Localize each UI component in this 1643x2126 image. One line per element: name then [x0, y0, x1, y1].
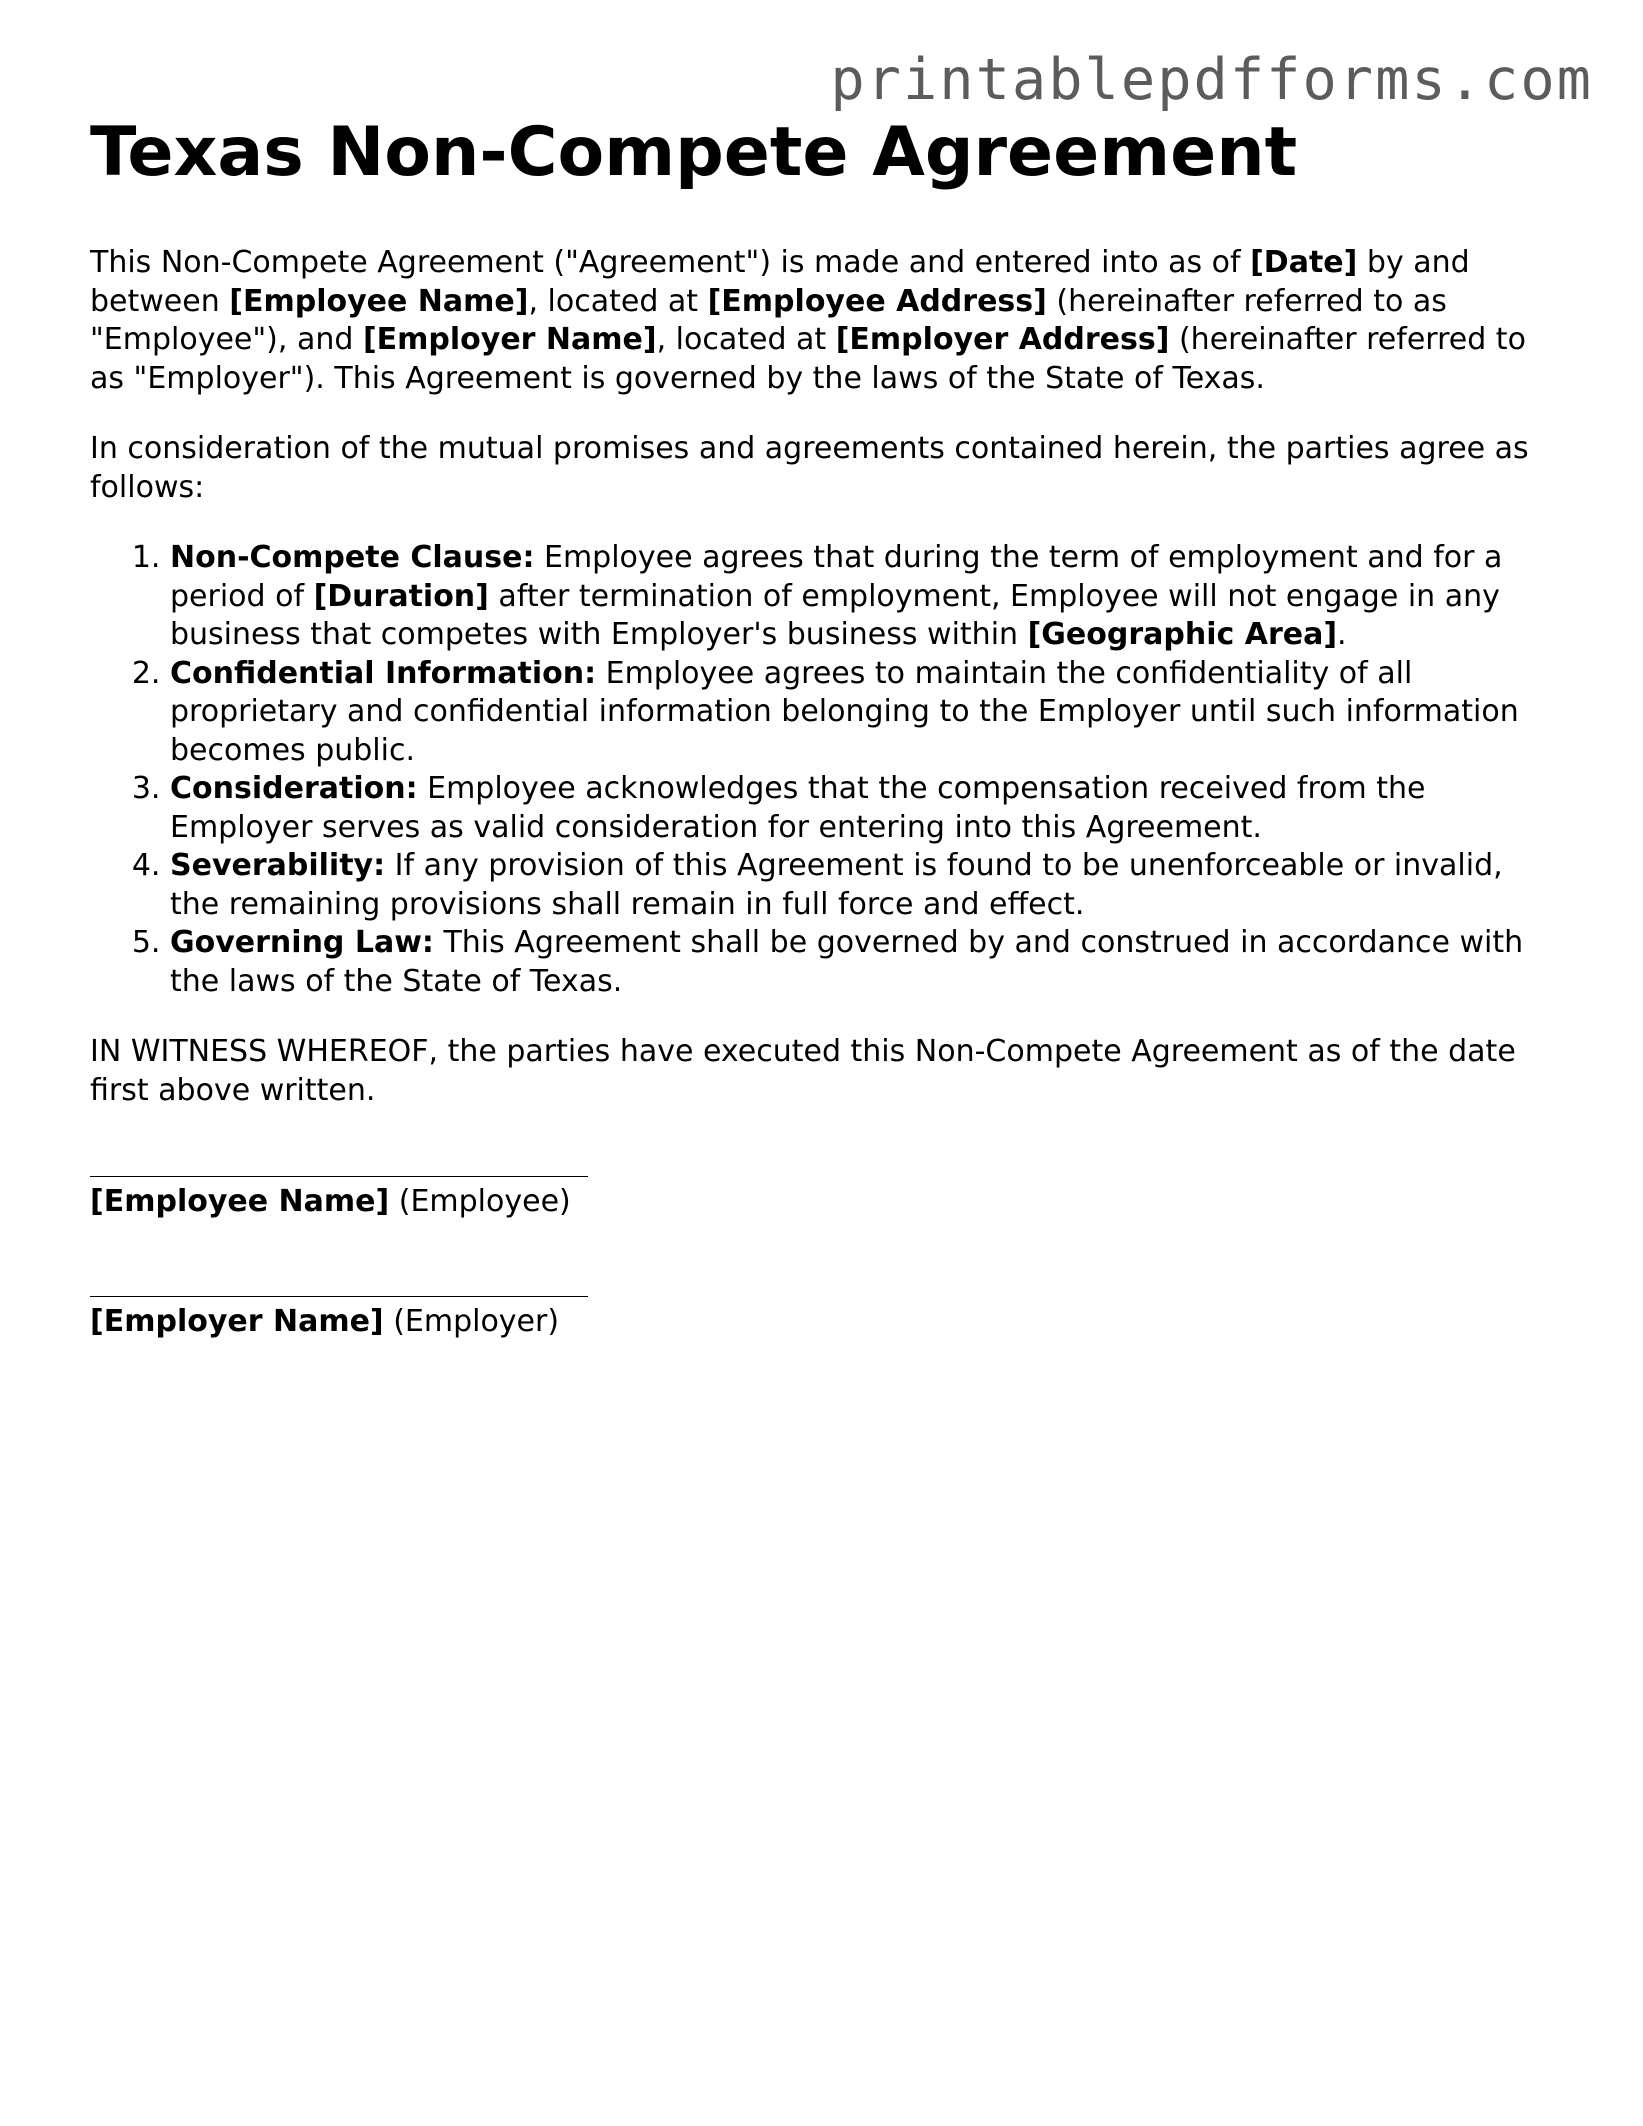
intro-text-1: This Non-Compete Agreement ("Agreement") is made and entered into as of: [90, 245, 1251, 280]
clause-governing-law: [170, 924, 1550, 1001]
employee-signature-block: [90, 1158, 1550, 1222]
clause-heading: Confidential Information:: [170, 655, 597, 691]
clause-text: after termination of employment, Employee will not engage in any business that competes with Employer's business within: [170, 578, 1500, 652]
employee-signature-role: (Employee): [389, 1184, 571, 1219]
employer-signature-block: [90, 1278, 1550, 1342]
clause-heading: Non-Compete Clause:: [170, 540, 535, 575]
clause-text: Employee agrees that during the term of employment and for a period of: [170, 540, 1503, 614]
clause-text: Employee acknowledges that the compensation received from the Employer serves as valid consideration for entering into this Agreement.: [170, 771, 1426, 845]
employer-address-placeholder: [Employer Address]: [835, 322, 1170, 357]
intro-text-2: by and between: [90, 245, 1470, 319]
employee-signature-name: [Employee Name]: [90, 1184, 390, 1219]
employer-signature-line[interactable]: [90, 1278, 588, 1297]
intro-text-5: , located at: [656, 322, 836, 357]
clause-consideration: [170, 770, 1550, 847]
clause-heading: Severability:: [170, 848, 386, 883]
employer-signature-label: [90, 1303, 1550, 1342]
clause-list: [90, 539, 1550, 1001]
duration-placeholder: [Duration]: [313, 578, 489, 614]
intro-text-6: (hereinafter referred to as "Employer"). This Agreement is governed by the laws of the State of Texas.: [90, 322, 1526, 396]
intro-text-4: (hereinafter referred to as "Employee"), and: [90, 283, 1447, 357]
clause-text: This Agreement shall be governed by and construed in accordance with the laws of the State of Texas.: [170, 925, 1524, 999]
employee-address-placeholder: [Employee Address]: [707, 283, 1047, 319]
clause-text: If any provision of this Agreement is found to be unenforceable or invalid, the remaining provisions shall remain in full force and effect.: [170, 848, 1503, 922]
intro-text-3: , located at: [528, 283, 708, 319]
clause-text: Employee agrees to maintain the confidentiality of all proprietary and confidential information belonging to the Employer until such information becomes public.: [170, 655, 1519, 768]
clause-text: .: [1337, 617, 1347, 652]
clause-heading: Consideration:: [170, 771, 418, 806]
geographic-area-placeholder: [Geographic Area]: [1027, 617, 1338, 652]
intro-paragraph: [90, 244, 1550, 398]
employee-signature-line[interactable]: [90, 1158, 588, 1177]
document-title: Texas Non-Compete Agreement: [90, 113, 1298, 192]
clause-non-compete: [170, 539, 1550, 655]
witness-paragraph: IN WITNESS WHEREOF, the parties have executed this Non-Compete Agreement as of the date first above written.: [90, 1034, 1516, 1108]
clause-severability: [170, 847, 1550, 924]
date-placeholder: [Date]: [1250, 245, 1358, 280]
site-watermark: printablepdfforms.com: [830, 47, 1593, 113]
clause-confidential-information: [170, 655, 1550, 771]
employer-signature-name: [Employer Name]: [90, 1303, 384, 1339]
employer-name-placeholder: [Employer Name]: [362, 322, 657, 357]
employee-signature-label: [90, 1183, 1550, 1222]
clause-heading: Governing Law:: [170, 925, 434, 960]
employer-signature-role: (Employer): [383, 1303, 560, 1339]
consideration-paragraph: In consideration of the mutual promises and agreements contained herein, the parties agree as follows:: [90, 431, 1529, 505]
agreement-document: [90, 112, 1550, 1341]
employee-name-placeholder: [Employee Name]: [229, 283, 529, 319]
